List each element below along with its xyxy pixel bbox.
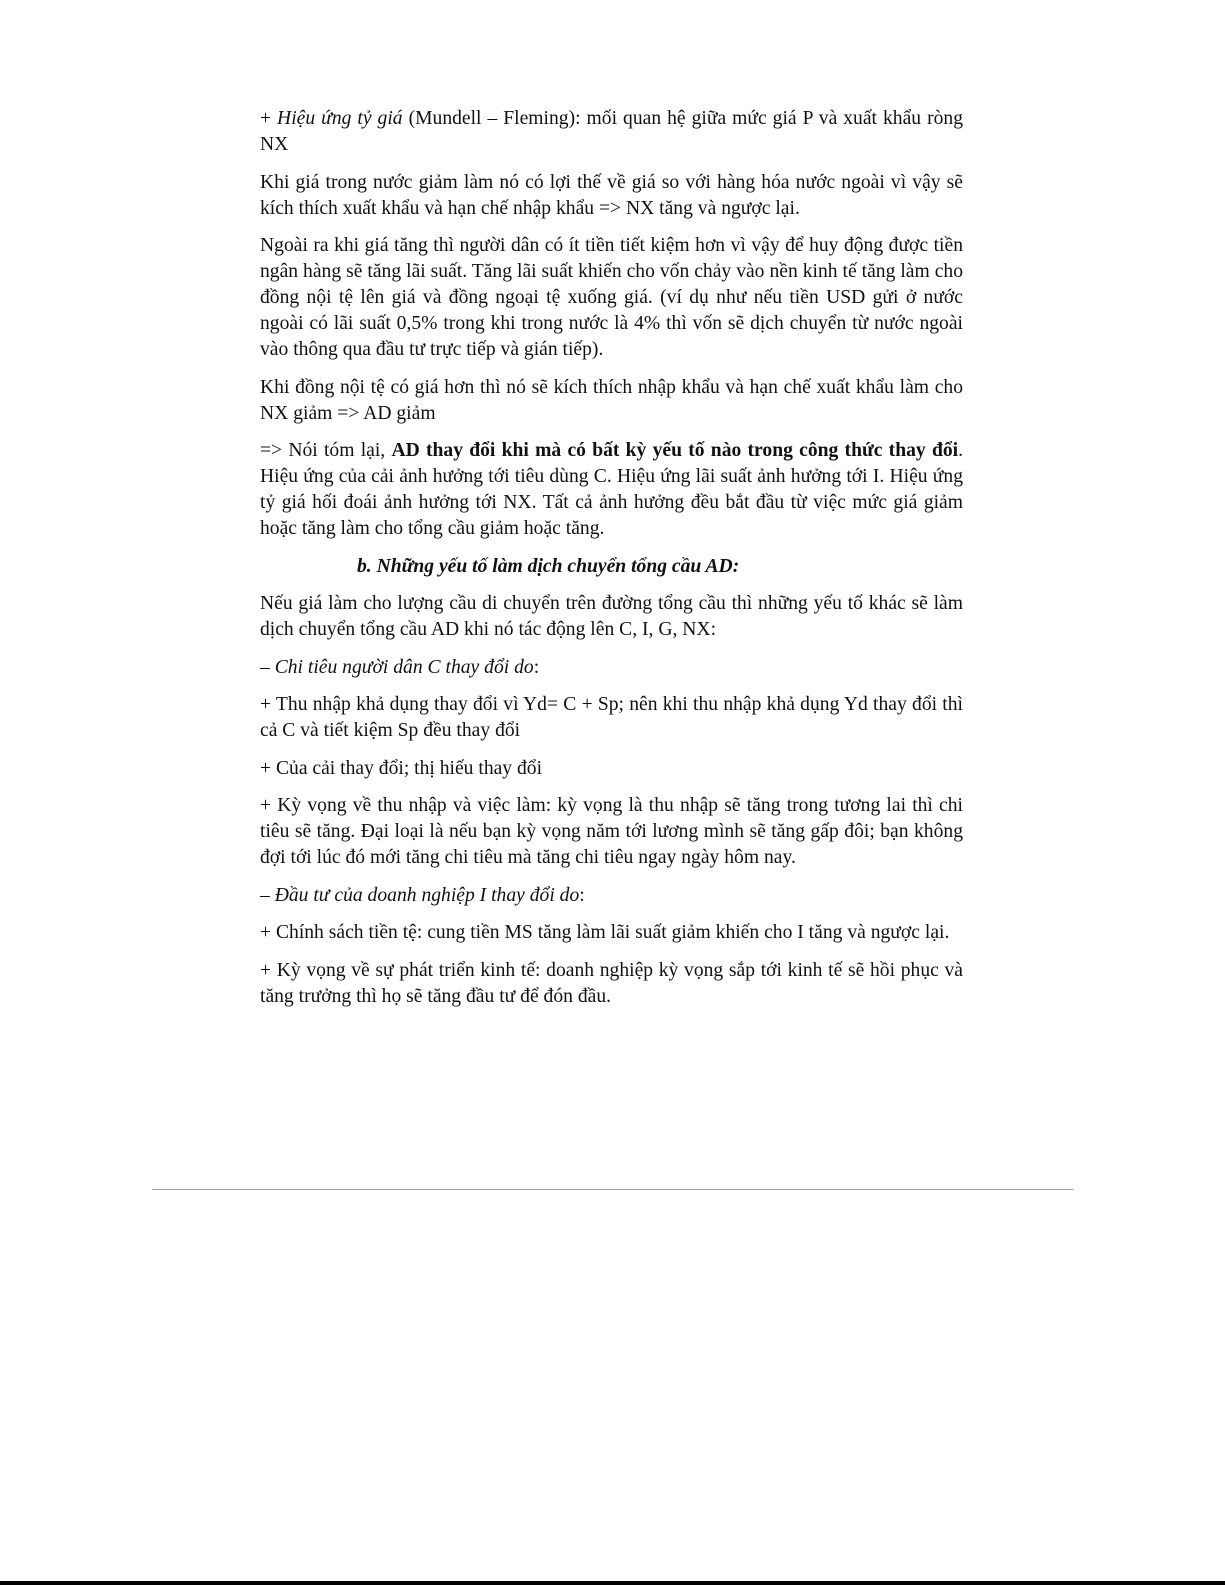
page-bottom-edge	[0, 1581, 1225, 1585]
paragraph-domestic-currency: Khi đồng nội tệ có giá hơn thì nó sẽ kích thích nhập khẩu và hạn chế xuất khẩu làm cho NX giảm => AD giảm	[260, 376, 963, 424]
document-body	[260, 106, 963, 1021]
bullet-prefix: +	[260, 108, 278, 129]
summary-bold: AD thay đổi khi mà có bất kỳ yếu tố nào trong công thức thay đổi	[391, 440, 959, 461]
subheading-investment-label: – Đầu tư của doanh nghiệp I thay đổi do	[260, 884, 580, 906]
paragraph-summary	[260, 438, 963, 542]
paragraph-text: . Hiệu ứng của cải ảnh hưởng tới tiêu dùng C. Hiệu ứng lãi suất ảnh hưởng tới I. Hiệu ứng tỷ giá hối đoái ảnh hưởng tới NX. Tất cả ảnh hưởng đều bắt đầu từ việc mức giá giảm hoặc tăng làm cho tổng cầu giảm hoặc tăng.	[260, 440, 963, 539]
subheading-colon: :	[533, 656, 540, 678]
paragraph-interest-rate: Ngoài ra khi giá tăng thì người dân có ít tiền tiết kiệm hơn vì vậy để huy động được tiền ngân hàng sẽ tăng lãi suất. Tăng lãi suất khiến cho vốn chảy vào nền kinh tế tăng làm cho đồng nội tệ lên giá và đồng ngoại tệ xuống giá. (ví dụ như nếu tiền USD gửi ở nước ngoài có lãi suất 0,5% trong khi trong nước là 4% thì vốn sẽ dịch chuyển từ nước ngoài vào thông qua đầu tư trực tiếp và gián tiếp).	[260, 235, 963, 360]
paragraph-text: (Mundell – Fleming): mối quan hệ giữa mức giá P và xuất khẩu ròng NX	[260, 108, 963, 155]
page-divider	[152, 1189, 1073, 1190]
section-heading-b: b. Những yếu tố làm dịch chuyển tổng cầu AD:	[357, 555, 740, 577]
subheading-consumption	[260, 655, 963, 681]
paragraph-shift-factors: Nếu giá làm cho lượng cầu di chuyển trên đường tổng cầu thì những yếu tố khác sẽ làm dịch chuyển tổng cầu AD khi nó tác động lên C, I, G, NX:	[260, 593, 963, 640]
paragraph-monetary-policy: + Chính sách tiền tệ: cung tiền MS tăng làm lãi suất giảm khiến cho I tăng và ngược lại.	[260, 922, 950, 943]
subheading-consumption-label: – Chi tiêu người dân C thay đổi do	[260, 656, 534, 678]
paragraph-domestic-price: Khi giá trong nước giảm làm nó có lợi thế về giá so với hàng hóa nước ngoài vì vậy sẽ kích thích xuất khẩu và hạn chế nhập khẩu => NX tăng và ngược lại.	[260, 171, 963, 219]
subheading-colon: :	[579, 884, 585, 906]
paragraph-exchange-rate-effect	[260, 106, 963, 158]
term-exchange-rate-effect: Hiệu ứng tỷ giá	[277, 108, 403, 129]
paragraph-growth-expectations: + Kỳ vọng về sự phát triển kinh tế: doanh nghiệp kỳ vọng sắp tới kinh tế sẽ hồi phục và tăng trưởng thì họ sẽ tăng đầu tư để đón đầu.	[260, 959, 963, 1007]
subheading-investment	[260, 883, 963, 909]
summary-prefix: => Nói tóm lại,	[260, 440, 392, 461]
paragraph-disposable-income: + Thu nhập khả dụng thay đổi vì Yd= C + Sp; nên khi thu nhập khả dụng Yd thay đổi thì cả C và tiết kiệm Sp đều thay đổi	[260, 694, 963, 741]
paragraph-expectations: + Kỳ vọng về thu nhập và việc làm: kỳ vọng là thu nhập sẽ tăng trong tương lai thì chi tiêu sẽ tăng. Đại loại là nếu bạn kỳ vọng năm tới lương mình sẽ tăng gấp đôi; bạn không đợi tới lúc đó mới tăng chi tiêu mà tăng chi tiêu ngay ngày hôm nay.	[260, 795, 963, 868]
paragraph-wealth: + Của cải thay đổi; thị hiếu thay đổi	[260, 757, 543, 779]
